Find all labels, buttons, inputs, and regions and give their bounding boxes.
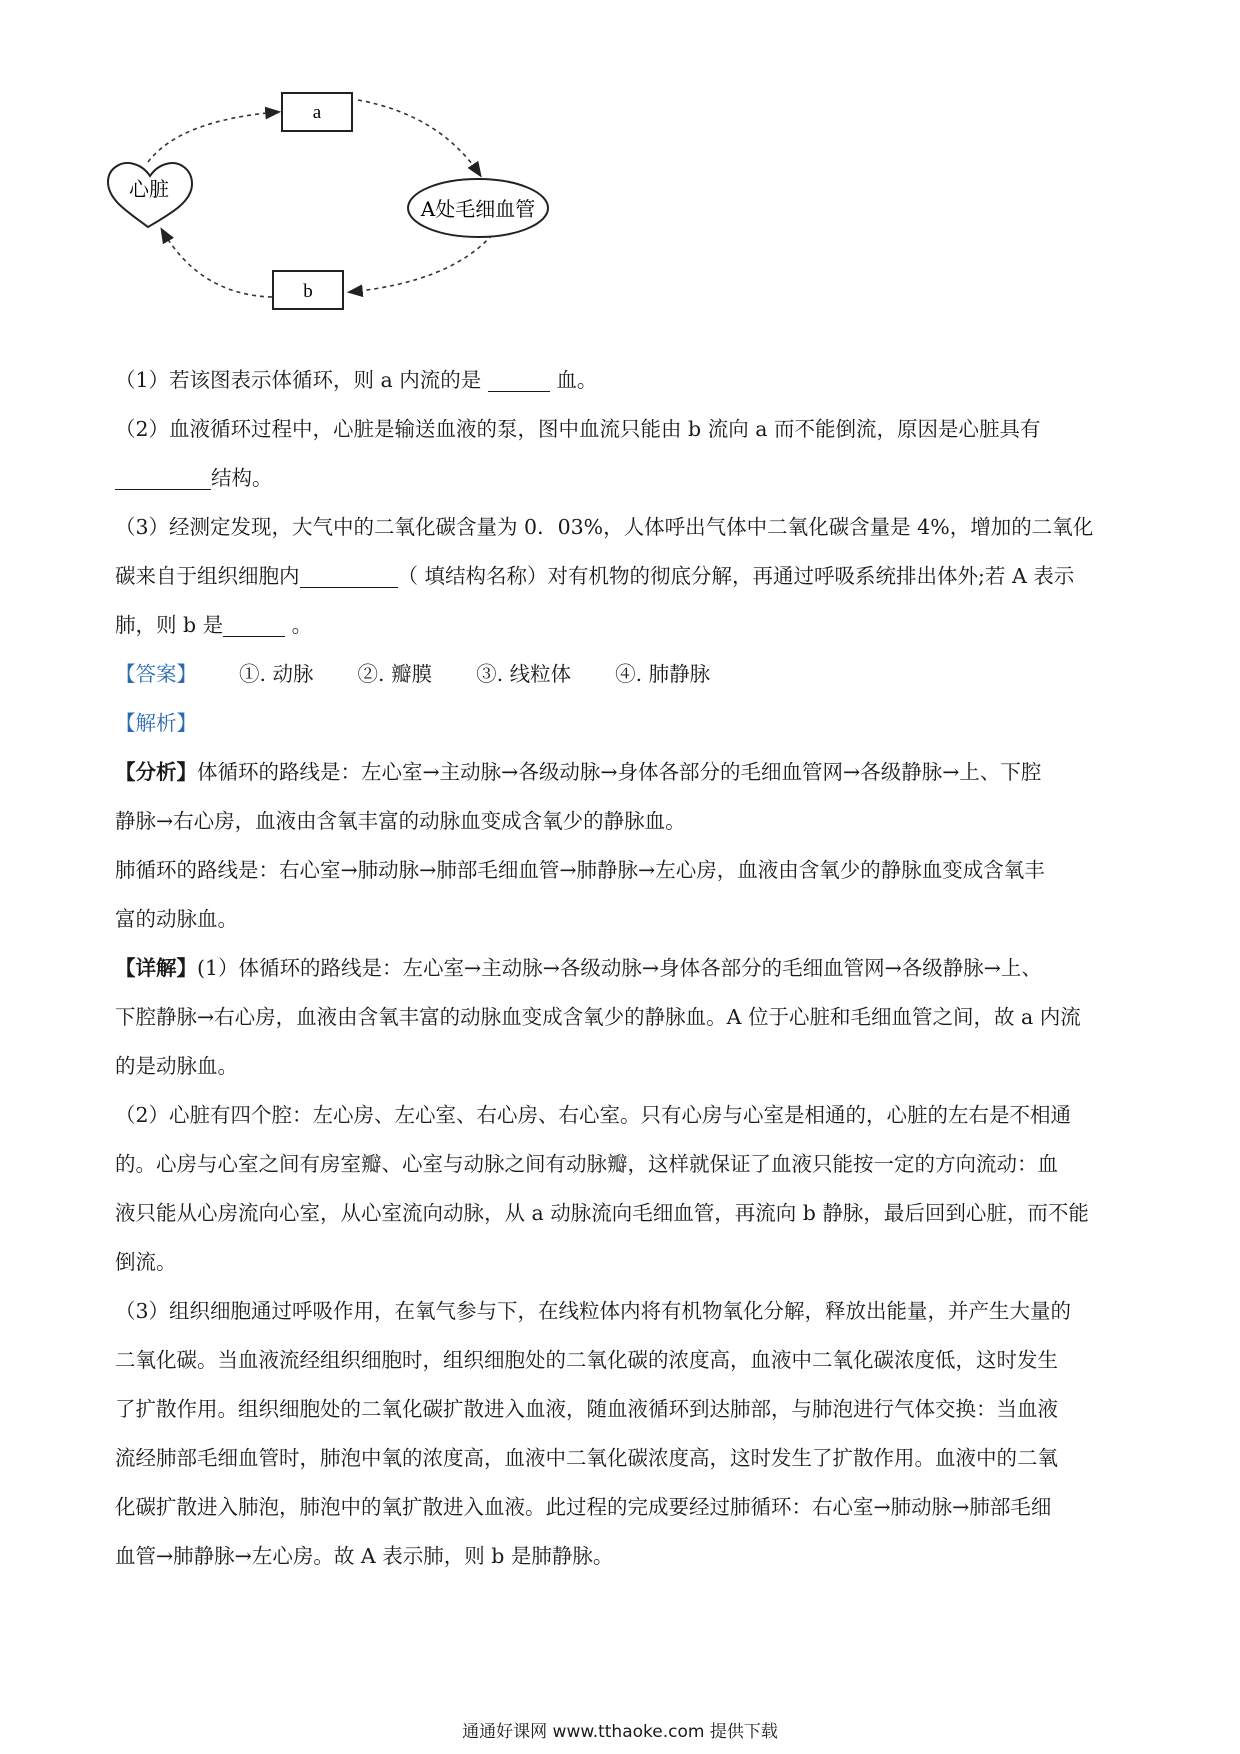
question-2-line-2: 结构。 <box>115 454 1125 503</box>
xiangjie-tag: 【详解】 <box>115 956 197 980</box>
document-content <box>115 356 1125 1581</box>
detail-1-line-1: 【详解】(1）体循环的路线是：左心室→主动脉→各级动脉→身体各部分的毛细血管网→各级静脉→上、 <box>115 956 1042 980</box>
box-a-label: a <box>312 102 322 123</box>
fenxi-line-1: 【分析】体循环的路线是：左心室→主动脉→各级动脉→身体各部分的毛细血管网→各级静脉→上、下腔 <box>115 760 1042 784</box>
detail-3-line-5: 化碳扩散进入肺泡，肺泡中的氧扩散进入血液。此过程的完成要经过肺循环：右心室→肺动脉→肺部毛细 <box>115 1495 1052 1519</box>
fenxi-line-4: 富的动脉血。 <box>115 907 238 931</box>
detail-2-line-3: 液只能从心房流向心室，从心室流向动脉，从 a 动脉流向毛细血管，再流向 b 静脉，最后回到心脏，而不能 <box>115 1201 1089 1225</box>
answer-item-3: ③. 线粒体 <box>476 662 572 686</box>
answer-item-1: ①. 动脉 <box>239 662 314 686</box>
question-3-line-2: 碳来自于组织细胞内 （ 填结构名称）对有机物的彻底分解，再通过呼吸系统排出体外;若 A 表示 <box>115 564 1075 588</box>
analysis-label: 【解析】 <box>115 711 197 735</box>
fenxi-tag: 【分析】 <box>115 760 197 784</box>
circulation-diagram <box>100 90 660 360</box>
answer-label: 【答案】 <box>115 662 197 686</box>
capillary-label: A处毛细血管 <box>420 197 536 221</box>
detail-2-line-4: 倒流。 <box>115 1250 177 1274</box>
blank-3 <box>300 565 398 589</box>
detail-3-line-6: 血管→肺静脉→左心房。故 A 表示肺，则 b 是肺静脉。 <box>115 1544 614 1568</box>
detail-1-line-3: 的是动脉血。 <box>115 1054 238 1078</box>
question-1: （1）若该图表示体循环，则 a 内流的是 血。 <box>115 368 598 392</box>
detail-3-line-4: 流经肺部毛细血管时，肺泡中氧的浓度高，血液中二氧化碳浓度高，这时发生了扩散作用。血液中的二氧 <box>115 1446 1058 1470</box>
blank-4 <box>223 614 285 638</box>
arrow-b-to-heart <box>162 230 272 297</box>
detail-2-line-1: （2）心脏有四个腔：左心房、左心室、右心房、右心室。只有心房与心室是相通的，心脏的左右是不相通 <box>115 1103 1072 1127</box>
detail-1-line-2: 下腔静脉→右心房，血液由含氧丰富的动脉血变成含氧少的静脉血。A 位于心脏和毛细血管之间，故 a 内流 <box>115 1005 1081 1029</box>
fenxi-line-3: 肺循环的路线是：右心室→肺动脉→肺部毛细血管→肺静脉→左心房，血液由含氧少的静脉血变成含氧丰 <box>115 858 1045 882</box>
question-3-line-3: 肺，则 b 是 。 <box>115 613 313 637</box>
detail-3-line-3: 了扩散作用。组织细胞处的二氧化碳扩散进入血液，随血液循环到达肺部，与肺泡进行气体交换：当血液 <box>115 1397 1058 1421</box>
fenxi-line-2: 静脉→右心房，血液由含氧丰富的动脉血变成含氧少的静脉血。 <box>115 809 686 833</box>
blank-2 <box>115 467 211 491</box>
blank-1 <box>488 369 550 393</box>
detail-3-line-1: （3）组织细胞通过呼吸作用，在氧气参与下，在线粒体内将有机物氧化分解，释放出能量，并产生大量的 <box>115 1299 1072 1323</box>
detail-2-line-2: 的。心房与心室之间有房室瓣、心室与动脉之间有动脉瓣，这样就保证了血液只能按一定的方向流动：血 <box>115 1152 1058 1176</box>
answer-item-4: ④. 肺静脉 <box>615 662 711 686</box>
answer-item-2: ②. 瓣膜 <box>357 662 433 686</box>
detail-3-line-2: 二氧化碳。当血液流经组织细胞时，组织细胞处的二氧化碳的浓度高，血液中二氧化碳浓度低，这时发生 <box>115 1348 1058 1372</box>
box-b-label: b <box>303 281 313 302</box>
page-footer: 通通好课网 www.tthaoke.com 提供下载 <box>462 1722 778 1742</box>
answer-row <box>115 650 1125 699</box>
heart-label: 心脏 <box>129 177 169 201</box>
question-2-line-1: （2）血液循环过程中，心脏是输送血液的泵，图中血流只能由 b 流向 a 而不能倒流，原因是心脏具有 <box>115 417 1041 441</box>
arrow-capillary-to-b <box>350 235 492 292</box>
arrow-a-to-capillary <box>358 100 480 175</box>
question-3-line-1: （3）经测定发现，大气中的二氧化碳含量为 0．03%，人体呼出气体中二氧化碳含量是 4%，增加的二氧化 <box>115 515 1094 539</box>
arrow-heart-to-a <box>148 112 278 162</box>
